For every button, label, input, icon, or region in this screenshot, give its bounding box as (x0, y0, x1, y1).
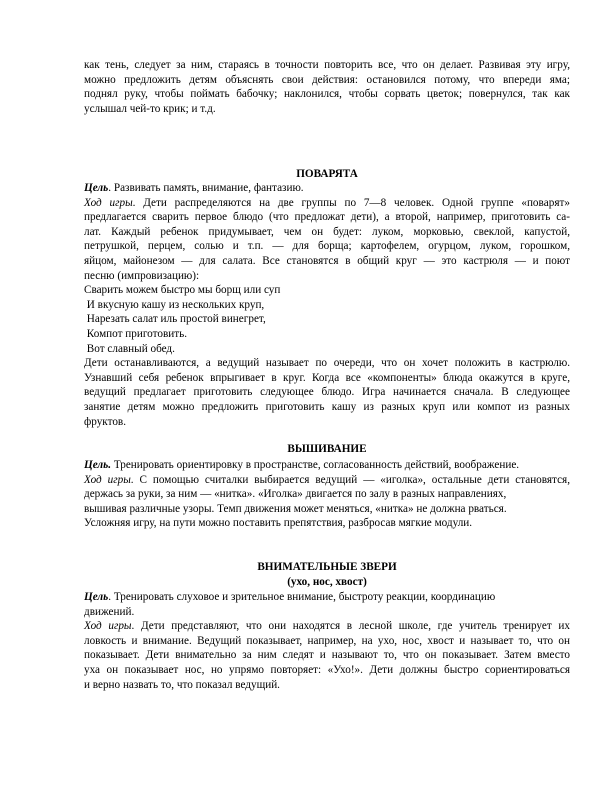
povaryata-course-line: лат. Каждый ребенок придумывает, чем он будет: луком, морковью, свеклой, капустой, (84, 225, 570, 238)
intro-line: как тень, следует за ним, стараясь в точности повторить все, что он делает. Развивая эту игру, (84, 59, 570, 71)
course-text: . Дети представляют, что они находятся в лесной школе, где учитель тренирует их (131, 620, 570, 633)
goal-text: . Развивать память, внимание, фантазию. (108, 182, 304, 194)
povaryata-goal (84, 181, 570, 196)
zveri-goal (84, 590, 570, 605)
zveri-body (84, 590, 570, 692)
section-title-povaryata: ПОВАРЯТА (296, 168, 358, 180)
zveri-course-line (84, 619, 570, 634)
intro-paragraph (84, 58, 570, 116)
zveri-course-line: показывает. Дети внимательно за ним следят и называют то, что он показывает. Затем вместо (84, 649, 570, 662)
vyshivanie-course-line: держась за руки, за ним — «нитка». «Иголка» двигается по залу в разных направлениях, (84, 488, 507, 501)
course-label: Ход игры (84, 473, 131, 486)
poem-line: Сварить можем быстро мы борщ или суп (84, 284, 281, 297)
vyshivanie-body (84, 458, 570, 531)
povaryata-after-line: Узнавший себя ребенок впрыгивает в круг. Когда все «компоненты» блюда окажутся в круге, (84, 371, 570, 384)
poem-line: Нарезать салат иль простой винегрет, (84, 313, 266, 326)
vyshivanie-goal (84, 458, 570, 473)
course-label: Ход игры (84, 620, 132, 633)
course-text: . С помощью считалки выбирается ведущий — «иголка», остальные дети становятся, (130, 473, 570, 486)
section-title-vyshivanie: ВЫШИВАНИЕ (287, 443, 367, 455)
povaryata-course-line: яйцом, майонезом — для салата. Все становятся в общий круг — это кастрюля — и поют (84, 254, 570, 267)
povaryata-course-line: предлагается сварить первое блюдо (что предложат дети), а второй, например, приготовить са- (84, 211, 570, 224)
zveri-course-line: уха он показывает нос, но упрямо повторяет: «Ухо!». Дети должны быстро сориентироваться (84, 663, 570, 676)
goal-text: . Тренировать слуховое и зрительное внимание, быстроту реакции, координацию (108, 591, 496, 603)
poem-line: Компот приготовить. (84, 327, 187, 340)
goal-label: Цель (84, 591, 109, 603)
intro-line: услышал чей-то крик; и т.д. (84, 102, 216, 115)
vyshivanie-course-line: Усложняя игру, на пути можно поставить препятствия, разбросав мягкие модули. (84, 517, 473, 530)
vyshivanie-course-line: вышивая различные узоры. Темп движения может меняться, «нитка» не должна рваться. (84, 502, 507, 515)
povaryata-body (84, 181, 570, 429)
section-subtitle-zveri: (ухо, нос, хвост) (287, 576, 367, 588)
intro-line: поднял руку, чтобы поймать бабочку; наклонился, чтобы сорвать цветок; повернулся, так как (84, 88, 570, 101)
zveri-course-line: ловкость и внимание. Ведущий показывает, например, на ухо, нос, хвост и называет то, что он (84, 634, 570, 647)
vyshivanie-course-line (84, 473, 570, 488)
povaryata-course-line (84, 196, 570, 211)
goal-label: Цель. (84, 459, 112, 471)
povaryata-course-line: петрушкой, перцем, солью и т.п. — для борща; картофелем, огурцом, луком, горошком, (84, 240, 570, 253)
course-label: Ход игры (84, 196, 133, 209)
zveri-goal-line: движений. (84, 605, 135, 618)
povaryata-after-line: Дети останавливаются, а ведущий называет по очереди, что он хочет положить в кастрюлю. (84, 357, 570, 370)
course-text: . Дети распределяются на две группы по 7—8 человек. Одной группе «повaрят» (132, 196, 570, 209)
poem-line: Вот славный обед. (84, 342, 175, 355)
povaryata-course-line: песню (импровизацию): (84, 269, 200, 282)
povaryata-after-line: ведущий предлагает приготовить следующее блюдо. Игра начинается сначала. В следующее (84, 386, 570, 399)
intro-line: можно предложить детям объяснять свои действия: остановился потому, что впереди яма; (84, 73, 570, 86)
zveri-course-line: и верно назвать то, что показал ведущий. (84, 678, 280, 691)
goal-text: Тренировать ориентировку в пространстве, согласованность действий, воображение. (111, 459, 520, 471)
povaryata-after-line: занятие детям можно предложить приготовить кашу из разных круп или компот из разных (84, 400, 570, 413)
section-title-zveri: ВНИМАТЕЛЬНЫЕ ЗВЕРИ (257, 561, 397, 573)
goal-label: Цель (84, 182, 109, 194)
povaryata-after-line: фруктов. (84, 415, 126, 428)
poem-line: И вкусную кашу из нескольких круп, (84, 298, 265, 311)
